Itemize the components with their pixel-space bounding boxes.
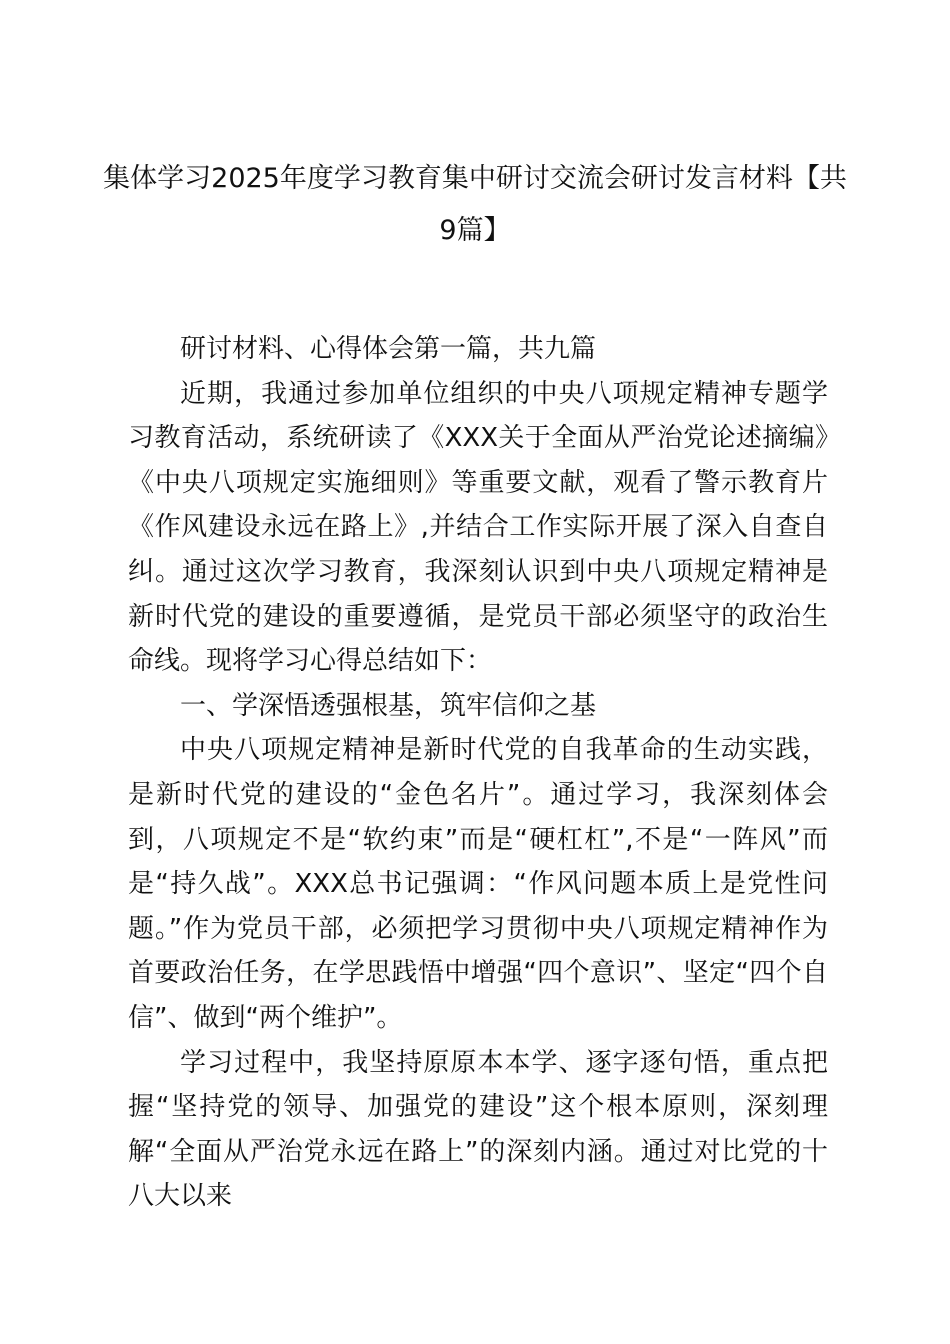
paragraph-intro: 近期，我通过参加单位组织的中央八项规定精神专题学习教育活动，系统研读了《XXX关于全面从严治党论述摘编》《中央八项规定实施细则》等重要文献，观看了警示教育片《作风建设永远在路上》,并结合工作实际开展了深入自查自纠。通过这次学习教育，我深刻认识到中央八项规定精神是新时代党的建设的重要遵循，是党员干部必须坚守的政治生命线。现将学习心得总结如下： xyxy=(128,378,828,677)
document-title: 集体学习2025年度学习教育集中研讨交流会研讨发言材料【共9篇】 xyxy=(103,163,847,246)
paragraph-subtitle: 研讨材料、心得体会第一篇，共九篇 xyxy=(180,334,597,364)
document-body xyxy=(128,327,828,1219)
paragraph-section-1-a: 中央八项规定精神是新时代党的自我革命的生动实践，是新时代党的建设的“金色名片”。通过学习，我深刻体会到，八项规定不是“软约束”而是“硬杠杠”,不是“一阵风”而是“持久战”。XXX总书记强调：“作风问题本质上是党性问题。”作为党员干部，必须把学习贯彻中央八项规定精神作为首要政治任务，在学思践悟中增强“四个意识”、坚定“四个自信”、做到“两个维护”。 xyxy=(128,735,828,1033)
paragraph-section-1-b: 学习过程中，我坚持原原本本学、逐字逐句悟，重点把握“坚持党的领导、加强党的建设”这个根本原则，深刻理解“全面从严治党永远在路上”的深刻内涵。通过对比党的十八大以来 xyxy=(128,1047,828,1212)
section-heading-1: 一、学深悟透强根基，筑牢信仰之基 xyxy=(180,690,597,721)
